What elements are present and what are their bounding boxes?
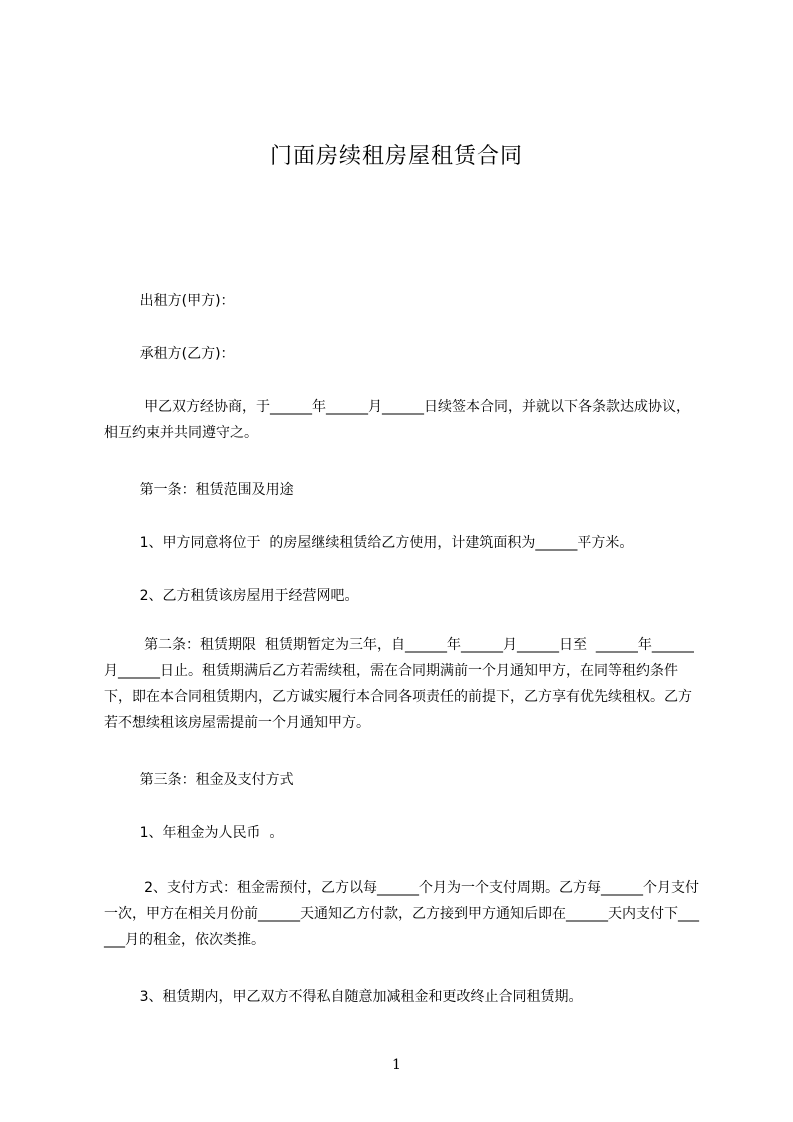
article-1-heading: 第一条：租赁范围及用途 [104, 482, 294, 498]
article-1-clause-2: 2、乙方租赁该房屋用于经营网吧。 [104, 588, 359, 604]
document-title: 门面房续租房屋租赁合同 [269, 144, 523, 169]
lessor-line: 出租方(甲方)： [104, 293, 235, 309]
article-3-clause-3: 3、租赁期内，甲乙双方不得私自随意加减租金和更改终止合同租赁期。 [104, 989, 583, 1005]
page-number: 1 [392, 1057, 401, 1073]
lessee-line: 承租方(乙方)： [104, 346, 235, 362]
article-3-clause-2: 2、支付方式：租金需预付，乙方以每______个月为一个支付周期。乙方每______个月支付一次，甲方在相关月份前______天通知乙方付款，乙方接到甲方通知后即在______天内支付下______月的租金，依次类推。 [104, 880, 699, 948]
article-2-paragraph: 第二条：租赁期限 租赁期暂定为三年，自______年______月______日至 ______年______月______日止。租赁期满后乙方若需续租，需在合同期满前一个月通知甲方，在同等租约条件下，即在本合同租赁期内，乙方诚实履行本合同各项责任的前提下，乙方享有优先续租权。乙方若不想续租该房屋需提前一个月通知甲方。 [104, 637, 694, 731]
intro-paragraph: 甲乙双方经协商，于______年______月______日续签本合同，并就以下各条款达成协议，相互约束并共同遵守之。 [104, 399, 691, 441]
article-3-clause-1: 1、年租金为人民币 。 [104, 825, 284, 841]
article-1-clause-1: 1、甲方同意将位于 的房屋继续租赁给乙方使用，计建筑面积为______平方米。 [104, 535, 634, 551]
article-3-heading: 第三条：租金及支付方式 [104, 772, 294, 788]
